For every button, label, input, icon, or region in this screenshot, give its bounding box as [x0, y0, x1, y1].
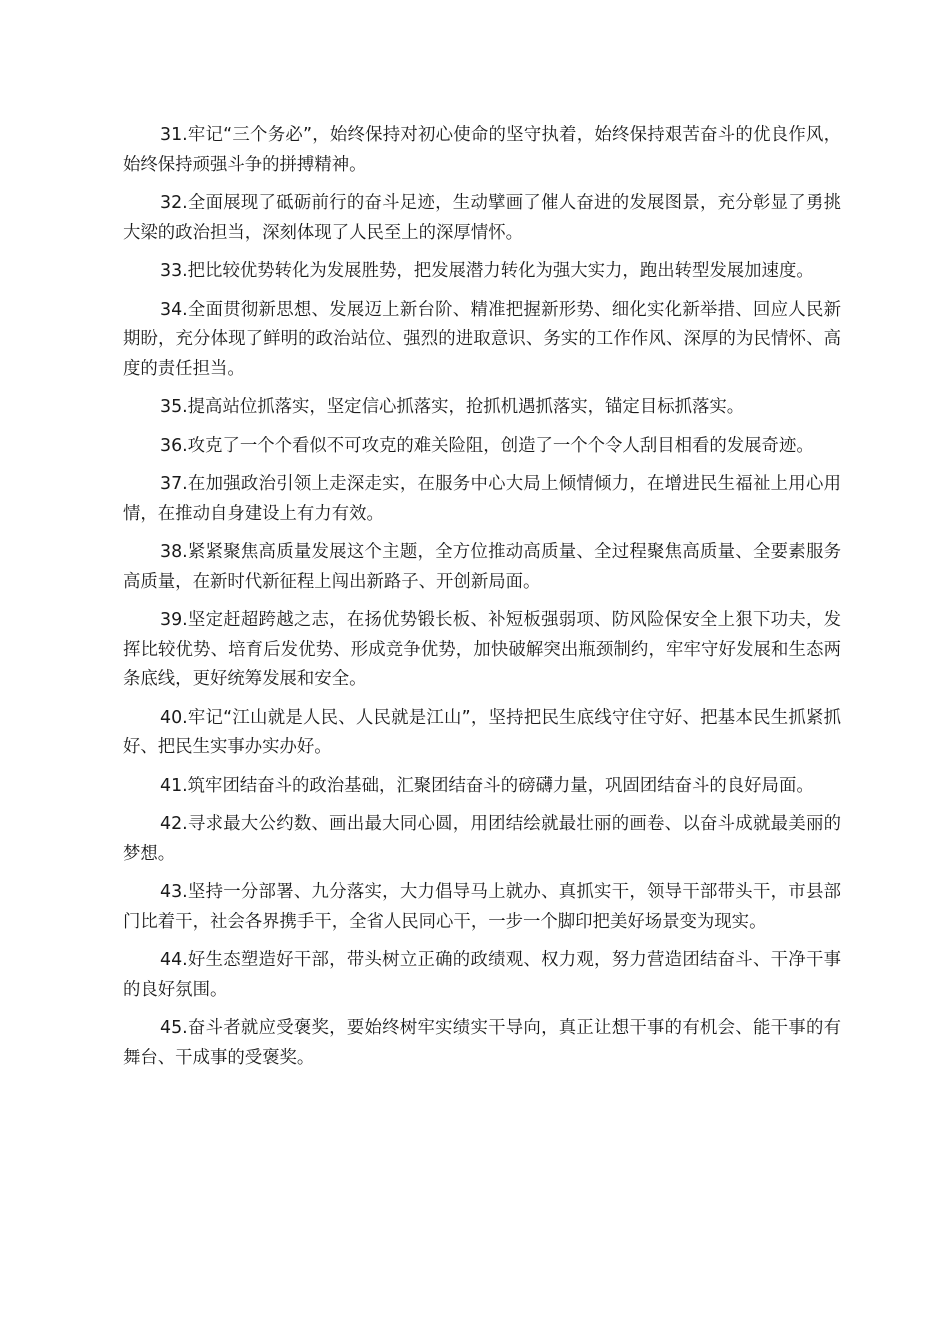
paragraph-45: 45.奋斗者就应受褒奖，要始终树牢实绩实干导向，真正让想干事的有机会、能干事的有舞台、干成事的受褒奖。	[123, 1018, 841, 1068]
paragraph-31: 31.牢记“三个务必”，始终保持对初心使命的坚守执着，始终保持艰苦奋斗的优良作风，始终保持顽强斗争的拼搏精神。	[123, 125, 841, 175]
paragraph-35: 35.提高站位抓落实，坚定信心抓落实，抢抓机遇抓落实，锚定目标抓落实。	[160, 397, 745, 417]
paragraph-34: 34.全面贯彻新思想、发展迈上新台阶、精准把握新形势、细化实化新举措、回应人民新期盼，充分体现了鲜明的政治站位、强烈的进取意识、务实的工作作风、深厚的为民情怀、高度的责任担当。	[123, 299, 841, 379]
paragraph-32: 32.全面展现了砥砺前行的奋斗足迹，生动擘画了催人奋进的发展图景，充分彰显了勇挑大梁的政治担当，深刻体现了人民至上的深厚情怀。	[123, 193, 841, 243]
paragraph-44: 44.好生态塑造好干部，带头树立正确的政绩观、权力观，努力营造团结奋斗、干净干事的良好氛围。	[123, 950, 841, 1000]
paragraph-43: 43.坚持一分部署、九分落实，大力倡导马上就办、真抓实干，领导干部带头干，市县部门比着干，社会各界携手干，全省人民同心干，一步一个脚印把美好场景变为现实。	[123, 882, 841, 932]
paragraph-42: 42.寻求最大公约数、画出最大同心圆，用团结绘就最壮丽的画卷、以奋斗成就最美丽的梦想。	[123, 814, 841, 864]
paragraph-41: 41.筑牢团结奋斗的政治基础，汇聚团结奋斗的磅礴力量，巩固团结奋斗的良好局面。	[160, 775, 814, 796]
paragraph-37: 37.在加强政治引领上走深走实，在服务中心大局上倾情倾力，在增进民生福祉上用心用情，在推动自身建设上有力有效。	[123, 474, 841, 524]
paragraph-36: 36.攻克了一个个看似不可攻克的难关险阻，创造了一个个令人刮目相看的发展奇迹。	[160, 435, 814, 456]
paragraph-40: 40.牢记“江山就是人民、人民就是江山”，坚持把民生底线守住守好、把基本民生抓紧抓好、把民生实事办实办好。	[123, 707, 841, 757]
paragraph-33: 33.把比较优势转化为发展胜势，把发展潜力转化为强大实力，跑出转型发展加速度。	[160, 261, 814, 281]
document-body	[123, 121, 841, 1082]
paragraph-38: 38.紧紧聚焦高质量发展这个主题，全方位推动高质量、全过程聚焦高质量、全要素服务高质量，在新时代新征程上闯出新路子、开创新局面。	[123, 542, 841, 592]
paragraph-39: 39.坚定赶超跨越之志，在扬优势锻长板、补短板强弱项、防风险保安全上狠下功夫，发挥比较优势、培育后发优势、形成竞争优势，加快破解突出瓶颈制约，牢牢守好发展和生态两条底线，更好统筹发展和安全。	[123, 610, 841, 689]
